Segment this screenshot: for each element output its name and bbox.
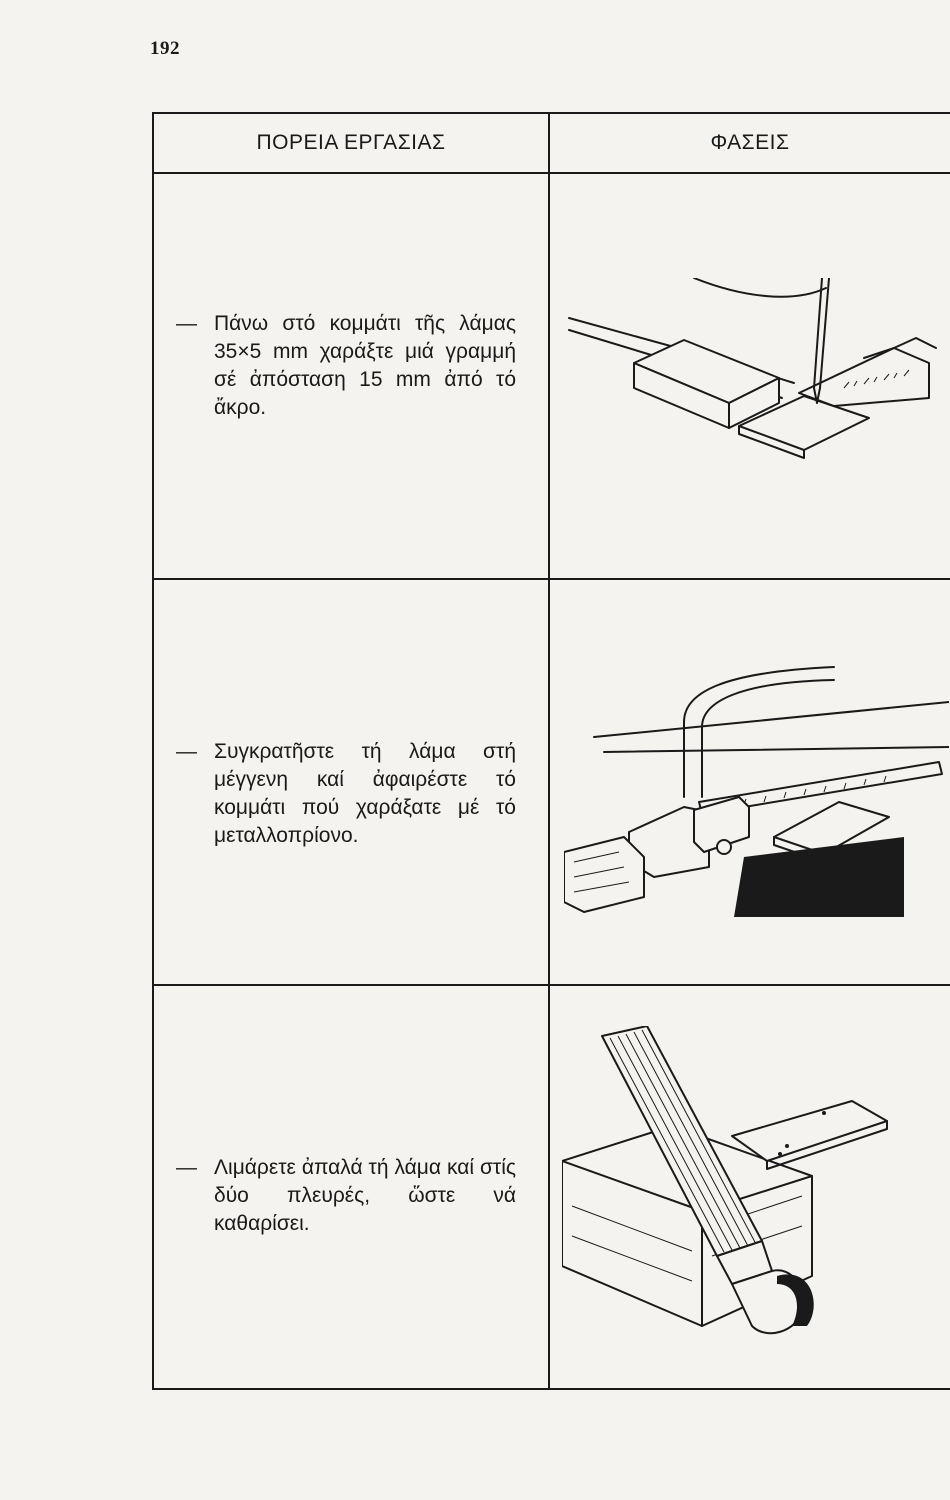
filing-in-vise-icon xyxy=(562,1026,947,1351)
step-3-body: Λιμάρετε ἀπαλά τή λάμα καί στίς δύο πλευρές, ὥστε νά καθαρίσει. xyxy=(214,1156,516,1235)
header-phases: ΦΑΣΕΙΣ xyxy=(710,131,790,154)
page-number: 192 xyxy=(150,38,180,59)
row-divider-2 xyxy=(154,984,950,986)
header-divider xyxy=(154,172,950,174)
header-work-procedure: ΠΟΡΕΙΑ ΕΡΓΑΣΙΑΣ xyxy=(256,131,446,154)
step-2-body: Συγκρατῆστε τή λάμα στή μέγγενη καί ἀφαιρέστε τό κομμάτι πού χαράξατε μέ τό μεταλλοπρίονο. xyxy=(214,740,516,847)
procedure-table xyxy=(152,112,950,1390)
step-1-dash: — xyxy=(176,312,197,335)
hacksaw-cutting-icon xyxy=(564,662,949,922)
step-2-dash: — xyxy=(176,740,197,763)
step-2-text xyxy=(176,738,516,850)
step-3-text xyxy=(176,1154,516,1238)
step-3-dash: — xyxy=(176,1156,197,1179)
scribing-with-square-icon xyxy=(564,278,944,468)
column-divider xyxy=(548,114,550,1388)
step-1-text xyxy=(176,310,516,422)
step-1-body: Πάνω στό κομμάτι τῆς λάμας 35×5 mm χαράξτε μιά γραμμή σέ ἀπόσταση 15 mm ἀπό τό ἄκρο. xyxy=(214,312,516,419)
row-divider-1 xyxy=(154,578,950,580)
